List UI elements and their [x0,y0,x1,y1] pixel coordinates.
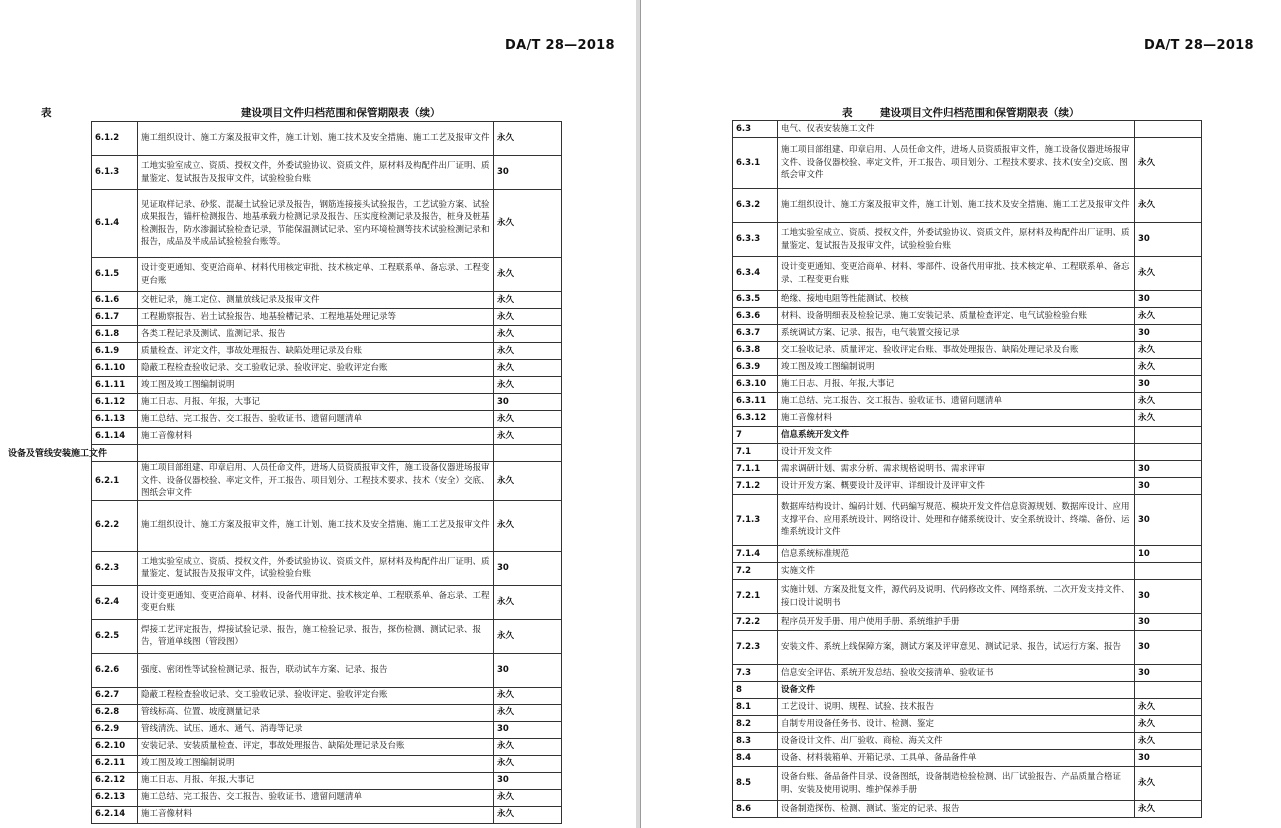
table-row [733,410,1202,427]
row-description: 隐蔽工程检查验收记录、交工验收记录、验收评定、验收评定台账 [138,360,494,377]
row-retention: 永久 [1135,359,1202,376]
row-retention: 永久 [1135,342,1202,359]
row-code: 6.1.13 [92,411,138,428]
table-row [733,376,1202,393]
row-description: 设计变更通知、变更洽商单、材料代用核定审批、技术核定单、工程联系单、备忘录、工程变更台账 [138,258,494,292]
row-code: 6.2.1 [92,462,138,501]
table-row [733,750,1202,767]
row-description: 材料、设备明细表及检验记录、施工安装记录、质量检查评定、电气试验检验台账 [778,308,1135,325]
table-row [733,495,1202,546]
row-code: 6.2.5 [92,619,138,653]
row-description: 交桩记录，施工定位、测量放线记录及报审文件 [138,292,494,309]
row-retention: 30 [1135,631,1202,665]
table-row [733,767,1202,801]
row-code: 6.2.7 [92,687,138,704]
table-row [92,292,562,309]
row-description: 实施计划、方案及批复文件，源代码及说明、代码修改文件、网络系统、二次开发支持文件、接口设计说明书 [778,580,1135,614]
table-row [733,801,1202,818]
row-code: 6.1.14 [92,428,138,445]
table-row [733,427,1202,444]
row-code: 6.1.7 [92,309,138,326]
row-code: 6.2.6 [92,653,138,687]
row-code: 6.2.4 [92,585,138,619]
row-description: 施工音像材料 [138,428,494,445]
row-description: 管线清洗、试压、通水、通气、消毒等记录 [138,721,494,738]
row-code: 6.3.9 [733,359,778,376]
row-code: 7.2.1 [733,580,778,614]
row-retention [1135,444,1202,461]
row-retention: 永久 [494,411,562,428]
row-description: 施工总结、完工报告、交工报告、验收证书、遗留问题清单 [138,411,494,428]
row-description: 施工组织设计、施工方案及报审文件，施工计划、施工技术及安全措施、施工工艺及报审文件 [138,500,494,551]
table-row [733,546,1202,563]
table-row [733,733,1202,750]
row-description: 工程勘察报告、岩土试验报告、地基验槽记录、工程地基处理记录等 [138,309,494,326]
section-label: 设备及管线安装施工文件 [8,449,108,459]
table-row [92,789,562,806]
row-code: 6.1.9 [92,343,138,360]
table-row [92,500,562,551]
row-code: 6.3.4 [733,257,778,291]
table-row [733,393,1202,410]
row-description: 各类工程记录及测试、监测记录、报告 [138,326,494,343]
table-row [92,377,562,394]
row-description: 施工日志、月报、年报，大事记 [138,394,494,411]
row-code: 6.3.10 [733,376,778,393]
row-code: 7.2 [733,563,778,580]
row-description: 施工项目部组建、印章启用、人员任命文件，进场人员资质报审文件，施工设备仪器进场报审文件、设备仪器校验、率定文件，开工报告、项目划分、工程技术要求、技术(安全)交底、图纸会审文件 [778,138,1135,189]
table-row [733,563,1202,580]
row-description: 工地实验室成立、资质、授权文件，外委试验协议、资质文件，原材料及构配件出厂证明、质量鉴定、复试报告及报审文件，试验检验台账 [138,156,494,190]
row-description: 焊接工艺评定报告，焊接试验记录、报告，施工检验记录、报告，探伤检测、测试记录、报告，管道单线图（管段图） [138,619,494,653]
table-row [92,755,562,772]
row-description: 隐蔽工程检查验收记录、交工验收记录、验收评定、验收评定台账 [138,687,494,704]
archive-table-body [92,122,562,824]
row-retention: 永久 [494,326,562,343]
row-code: 6.3.12 [733,410,778,427]
row-retention: 30 [1135,376,1202,393]
archive-table [732,120,1202,818]
row-retention: 永久 [494,755,562,772]
row-retention: 30 [1135,478,1202,495]
row-retention: 30 [1135,325,1202,342]
row-retention: 永久 [494,428,562,445]
row-code: 6.3.5 [733,291,778,308]
table-row [92,411,562,428]
row-description: 设计开发方案、概要设计及评审、详细设计及评审文件 [778,478,1135,495]
row-retention: 永久 [1135,801,1202,818]
row-retention: 30 [494,394,562,411]
row-retention [1135,427,1202,444]
row-code: 6.2.3 [92,551,138,585]
standard-number: DA/T 28—2018 [505,38,615,53]
row-description [138,445,494,462]
row-code: 6.1.3 [92,156,138,190]
row-retention: 30 [494,156,562,190]
archive-table [91,121,562,824]
row-description: 电气、仪表安装施工文件 [778,121,1135,138]
row-retention: 永久 [494,806,562,823]
row-code: 7.1.4 [733,546,778,563]
row-code: 8.5 [733,767,778,801]
row-description: 绝缘、接地电阻等性能测试、校核 [778,291,1135,308]
row-code: 7.1.3 [733,495,778,546]
archive-table-body [733,121,1202,818]
row-retention: 永久 [494,619,562,653]
row-code: 7.2.3 [733,631,778,665]
row-retention: 30 [1135,750,1202,767]
row-retention: 永久 [494,738,562,755]
table-row [92,326,562,343]
row-code: 8 [733,682,778,699]
table-row [92,551,562,585]
row-retention: 永久 [494,500,562,551]
table-title: 建设项目文件归档范围和保管期限表（续） [880,107,1080,119]
table-title: 建设项目文件归档范围和保管期限表（续） [241,107,441,119]
row-description: 设计变更通知、变更洽商单、材料、零部件、设备代用审批、技术核定单、工程联系单、备忘录、工程变更台账 [778,257,1135,291]
row-code: 6.3.3 [733,223,778,257]
row-description: 数据库结构设计、编码计划、代码编写规范、模块开发文件信息资源规划、数据库设计、应用支撑平台、应用系统设计、网络设计、处理和存储系统设计、安全系统设计、终端、备份、运维系统设计文件 [778,495,1135,546]
row-code: 6.3.1 [733,138,778,189]
row-code: 6.1.12 [92,394,138,411]
row-code: 7.2.2 [733,614,778,631]
row-description: 竣工图及竣工图编制说明 [778,359,1135,376]
row-retention: 永久 [1135,733,1202,750]
row-description: 施工总结、完工报告、交工报告、验收证书、遗留问题清单 [778,393,1135,410]
row-retention: 10 [1135,546,1202,563]
row-description: 信息系统开发文件 [778,427,1135,444]
row-retention: 30 [1135,461,1202,478]
table-row [733,359,1202,376]
row-code: 6.2.9 [92,721,138,738]
row-code: 7.3 [733,665,778,682]
standard-number: DA/T 28—2018 [1144,38,1254,53]
row-code: 6.3.6 [733,308,778,325]
table-row [733,342,1202,359]
row-description: 交工验收记录、质量评定、验收评定台账、事故处理报告、缺陷处理记录及台账 [778,342,1135,359]
row-retention [1135,121,1202,138]
row-retention: 永久 [494,360,562,377]
table-row [733,325,1202,342]
table-row [92,122,562,156]
row-retention: 永久 [1135,138,1202,189]
row-retention: 永久 [1135,699,1202,716]
row-retention: 永久 [494,122,562,156]
row-retention: 30 [1135,614,1202,631]
row-code: 6.2.8 [92,704,138,721]
row-code: 6.1.4 [92,190,138,258]
table-row [733,682,1202,699]
table-row [733,444,1202,461]
row-retention [1135,563,1202,580]
row-description: 设备制造探伤、检测、测试、鉴定的记录、报告 [778,801,1135,818]
row-retention: 永久 [494,377,562,394]
row-description: 安装文件、系统上线保障方案，测试方案及评审意见、测试记录、报告，试运行方案、报告 [778,631,1135,665]
row-retention: 30 [1135,580,1202,614]
row-description: 系统调试方案、记录、报告，电气装置交接记录 [778,325,1135,342]
row-retention: 永久 [494,462,562,501]
table-row [92,653,562,687]
table-row [92,190,562,258]
row-description: 施工日志、月报、年报,大事记 [778,376,1135,393]
row-retention [494,445,562,462]
row-code: 8.2 [733,716,778,733]
table-row [733,631,1202,665]
row-code: 7.1.2 [733,478,778,495]
row-retention: 30 [494,551,562,585]
row-code: 6.2.2 [92,500,138,551]
row-retention: 永久 [1135,410,1202,427]
row-retention: 30 [494,653,562,687]
row-code: 6.3.2 [733,189,778,223]
row-retention: 30 [1135,665,1202,682]
table-row [733,580,1202,614]
table-row [733,121,1202,138]
table-row [92,806,562,823]
table-row [92,585,562,619]
row-description: 竣工图及竣工图编制说明 [138,755,494,772]
row-code: 6.1.2 [92,122,138,156]
row-description: 施工组织设计、施工方案及报审文件，施工计划、施工技术及安全措施、施工工艺及报审文件 [138,122,494,156]
row-code: 6.2.14 [92,806,138,823]
row-description: 施工日志、月报、年报,大事记 [138,772,494,789]
row-code: 8.3 [733,733,778,750]
row-retention: 永久 [1135,716,1202,733]
table-row [92,462,562,501]
table-row [92,394,562,411]
row-retention: 30 [494,721,562,738]
table-row [733,478,1202,495]
row-retention: 永久 [494,704,562,721]
right-page [640,0,1281,828]
table-row [92,619,562,653]
table-row [92,156,562,190]
row-code: 6.3.7 [733,325,778,342]
row-description: 设备、材料装箱单、开箱记录、工具单、备品备件单 [778,750,1135,767]
table-row [92,704,562,721]
row-retention: 永久 [1135,767,1202,801]
row-code: 6.2.11 [92,755,138,772]
row-description: 工地实验室成立、资质、授权文件，外委试验协议、资质文件，原材料及构配件出厂证明、质量鉴定、复试报告及报审文件，试验检验台账 [138,551,494,585]
row-retention: 30 [1135,291,1202,308]
row-description: 设计开发文件 [778,444,1135,461]
row-description: 施工项目部组建、印章启用、人员任命文件，进场人员资质报审文件，施工设备仪器进场报审文件、设备仪器校验、率定文件，开工报告、项目划分、工程技术要求、技术（安全）交底、图纸会审文件 [138,462,494,501]
row-retention: 永久 [494,585,562,619]
row-description: 自制专用设备任务书、设计、检测、鉴定 [778,716,1135,733]
row-code: 6.2.10 [92,738,138,755]
row-code: 6.1.8 [92,326,138,343]
table-row [733,138,1202,189]
left-page [0,0,637,828]
row-code: 6.2.12 [92,772,138,789]
row-description: 信息安全评估、系统开发总结、验收交接清单、验收证书 [778,665,1135,682]
row-code: 6.3.11 [733,393,778,410]
row-retention: 永久 [494,343,562,360]
table-row [92,428,562,445]
row-code: 8.1 [733,699,778,716]
table-row [733,665,1202,682]
table-row [92,738,562,755]
row-retention: 永久 [494,292,562,309]
row-description: 工艺设计、说明、规程、试验、技术报告 [778,699,1135,716]
row-retention: 永久 [1135,189,1202,223]
row-description: 质量检查、评定文件，事故处理报告、缺陷处理记录及台账 [138,343,494,360]
row-description: 实施文件 [778,563,1135,580]
row-description: 施工音像材料 [138,806,494,823]
row-retention: 永久 [494,258,562,292]
row-description: 强度、密闭性等试验检测记录、报告，联动试车方案、记录、报告 [138,653,494,687]
table-row [733,461,1202,478]
row-description: 设备台账、备品备件目录、设备图纸，设备制造检验检测、出厂试验报告、产品质量合格证明、安装及使用说明、维护保养手册 [778,767,1135,801]
table-row [733,614,1202,631]
table-row [92,343,562,360]
table-row [92,687,562,704]
row-description: 管线标高、位置、坡度测量记录 [138,704,494,721]
table-prefix: 表 [842,107,853,119]
row-code: 6.1.6 [92,292,138,309]
table-row [733,699,1202,716]
table-row [92,360,562,377]
row-retention [1135,682,1202,699]
row-description: 信息系统标准规范 [778,546,1135,563]
row-retention: 永久 [494,687,562,704]
row-retention: 30 [494,772,562,789]
row-retention: 永久 [494,789,562,806]
row-code: 6.1.10 [92,360,138,377]
table-row [733,308,1202,325]
row-retention: 30 [1135,223,1202,257]
row-code: 7.1.1 [733,461,778,478]
table-row [733,189,1202,223]
row-description: 工地实验室成立、资质、授权文件，外委试验协议、资质文件，原材料及构配件出厂证明、质量鉴定、复试报告及报审文件，试验检验台账 [778,223,1135,257]
row-description: 设备设计文件、出厂验收、商检、海关文件 [778,733,1135,750]
row-retention: 永久 [1135,393,1202,410]
table-prefix: 表 [41,107,52,119]
table-row [92,721,562,738]
row-retention: 30 [1135,495,1202,546]
table-row [92,445,562,462]
row-code: 6.2.13 [92,789,138,806]
row-code: 8.6 [733,801,778,818]
table-row [92,309,562,326]
row-code: 7 [733,427,778,444]
row-description: 见证取样记录、砂浆、混凝土试验记录及报告，钢筋连接接头试验报告，工艺试验方案、试验成果报告，锚杆检测报告、地基承载力检测记录及报告、压实度检测记录及报告，桩身及桩基检测报告，防水渗漏试验检查记录，节能保温测试记录、室内环境检测等技术试验检测记录和报告，成品及半成品试验检验台账等。 [138,190,494,258]
row-description: 竣工图及竣工图编制说明 [138,377,494,394]
row-code: 6.1.5 [92,258,138,292]
row-code: 6.3 [733,121,778,138]
table-row [92,772,562,789]
table-row [733,716,1202,733]
table-row [733,223,1202,257]
row-description: 设计变更通知、变更洽商单、材料、设备代用审批、技术核定单、工程联系单、备忘录、工程变更台账 [138,585,494,619]
row-description: 安装记录、安装质量检查、评定，事故处理报告、缺陷处理记录及台账 [138,738,494,755]
table-row [733,291,1202,308]
row-description: 设备文件 [778,682,1135,699]
row-description: 施工音像材料 [778,410,1135,427]
table-row [733,257,1202,291]
table-row [92,258,562,292]
row-code: 6.1.11 [92,377,138,394]
row-description: 程序员开发手册、用户使用手册、系统维护手册 [778,614,1135,631]
row-code: 6.3.8 [733,342,778,359]
row-code: 8.4 [733,750,778,767]
row-retention: 永久 [1135,308,1202,325]
row-description: 需求调研计划、需求分析、需求规格说明书、需求评审 [778,461,1135,478]
row-description: 施工总结、完工报告、交工报告、验收证书、遗留问题清单 [138,789,494,806]
row-retention: 永久 [1135,257,1202,291]
row-description: 施工组织设计、施工方案及报审文件，施工计划、施工技术及安全措施、施工工艺及报审文件 [778,189,1135,223]
row-retention: 永久 [494,309,562,326]
row-retention: 永久 [494,190,562,258]
row-code: 7.1 [733,444,778,461]
